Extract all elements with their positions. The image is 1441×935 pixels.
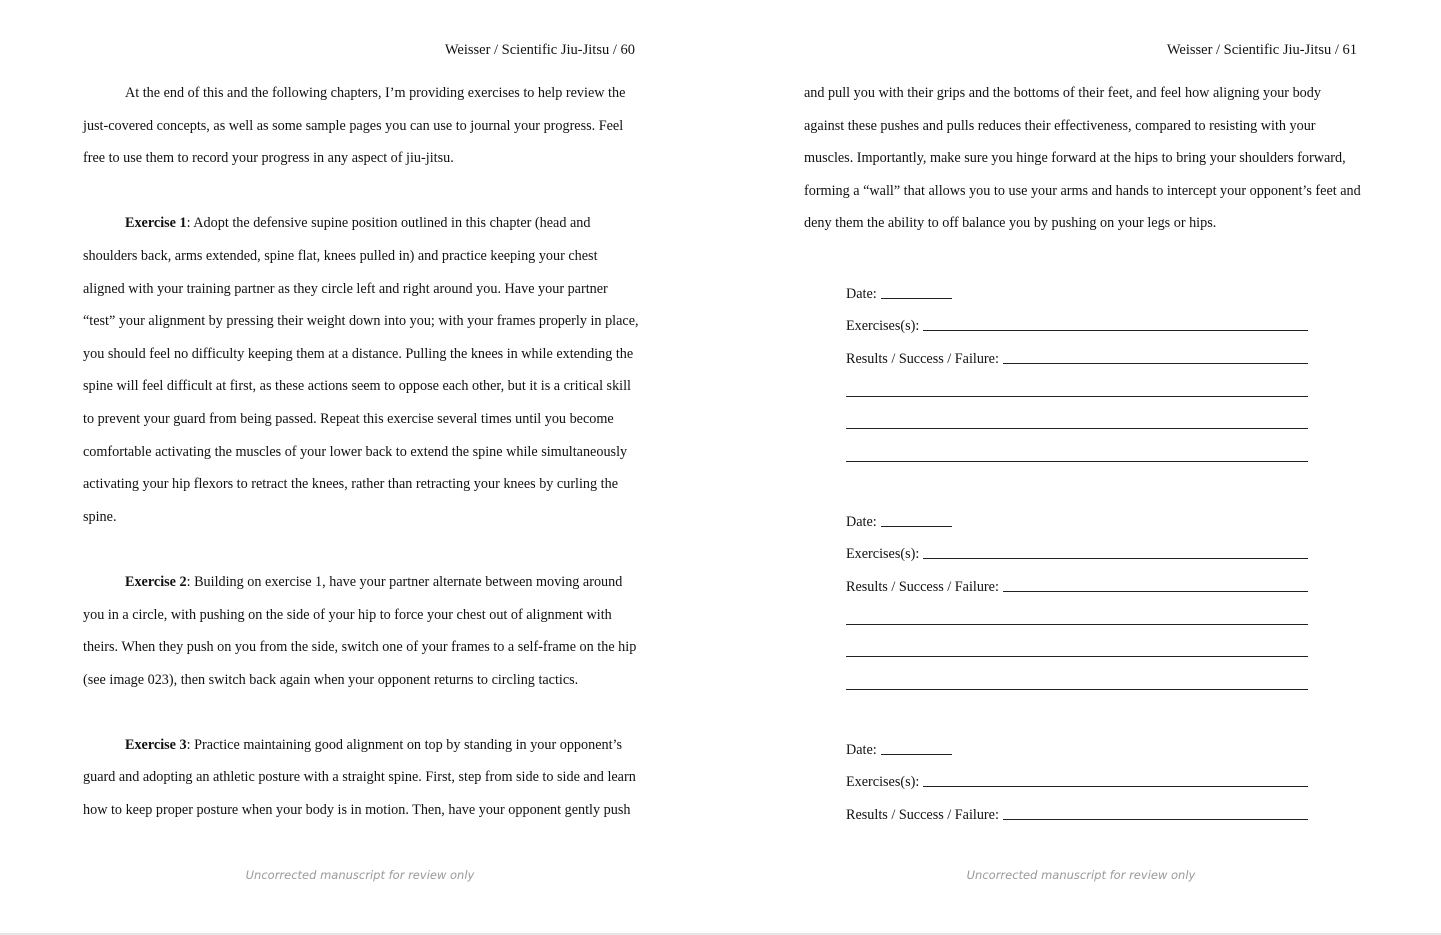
date-label: Date:: [846, 741, 877, 758]
exercise-2-paragraph: [83, 566, 639, 696]
date-blank: [881, 298, 952, 299]
results-blank: [1003, 819, 1308, 820]
exercises-label: Exercises(s):: [846, 546, 920, 563]
running-head-right: Weisser / Scientific Jiu-Jitsu / 61: [1166, 42, 1357, 58]
exercise-3-text: : Practice maintaining good alignment on top by standing in your opponent’s guard and adopting an athletic posture with a straight spine. First, step from side to side and learn how to keep proper posture when your body is in motion. Then, have your opponent gently push: [83, 736, 636, 819]
date-row: [846, 726, 1308, 759]
exercise-1-paragraph: [83, 207, 639, 533]
journal-entry-2: [846, 498, 1308, 694]
exercise-1-label: Exercise 1: [125, 215, 187, 232]
exercise-3-label: Exercise 3: [125, 736, 187, 753]
results-blank: [1003, 363, 1308, 364]
date-blank: [881, 526, 952, 527]
results-blank: [1003, 591, 1308, 592]
exercise-3-paragraph: [83, 729, 639, 827]
notes-line: [846, 433, 1308, 466]
notes-line: [846, 661, 1308, 694]
exercise-1-text: : Adopt the defensive supine position outlined in this chapter (head and shoulders back, arms extended, spine flat, knees pulled in) and practice keeping your chest aligned with your training partner as they circle left and right around you. Have your partner “test” your alignment by pressing their weight down into you; with your frames properly in place, you should feel no difficulty keeping them at a distance. Pulling the knees in while extending the spine will feel difficult at first, as these actions seem to oppose each other, but it is a critical skill to prevent your guard from being passed. Repeat this exercise several times until you become comfortable activating the muscles of your lower back to extend the spine while simultaneously activating your hip flexors to retract the knees, rather than retracting your knees by curling the spine.: [83, 215, 639, 525]
right-page: [721, 0, 1441, 933]
notes-blank: [846, 461, 1308, 462]
results-label: Results / Success / Failure:: [846, 579, 999, 596]
exercises-row: [846, 531, 1308, 564]
notes-line: [846, 596, 1308, 629]
date-blank: [881, 754, 952, 755]
notes-line: [846, 401, 1308, 434]
continuation-paragraph: and pull you with their grips and the bottoms of their feet, and feel how aligning your body against these pushes and pulls reduces their effectiveness, compared to resisting with your muscles. Importantly, make sure you hinge forward at the hips to bring your shoulders forward, forming a “wall” that allows you to use your arms and hands to intercept your opponent’s feet and deny them the ability to off balance you by pushing on your legs or hips.: [804, 85, 1361, 232]
notes-line: [846, 368, 1308, 401]
results-row: [846, 563, 1308, 596]
exercises-blank: [923, 786, 1308, 787]
left-page: [0, 0, 720, 933]
exercises-row: [846, 759, 1308, 792]
left-body-text: [83, 77, 639, 827]
notes-blank: [846, 624, 1308, 625]
footer-note-left: Uncorrected manuscript for review only: [245, 868, 475, 882]
exercises-label: Exercises(s):: [846, 318, 920, 335]
date-label: Date:: [846, 285, 877, 302]
results-row: [846, 335, 1308, 368]
date-row: [846, 498, 1308, 531]
exercise-2-label: Exercise 2: [125, 573, 187, 590]
right-body-text: [804, 77, 1364, 240]
notes-blank: [846, 656, 1308, 657]
exercises-row: [846, 303, 1308, 336]
notes-blank: [846, 428, 1308, 429]
results-row: [846, 791, 1308, 824]
running-head-left: Weisser / Scientific Jiu-Jitsu / 60: [444, 42, 635, 58]
notes-line: [846, 629, 1308, 662]
journal-entry-1: [846, 270, 1308, 466]
date-label: Date:: [846, 513, 877, 530]
journal-entry-3: [846, 726, 1308, 824]
results-label: Results / Success / Failure:: [846, 807, 999, 824]
intro-paragraph: At the end of this and the following chapters, I’m providing exercises to help review the just-covered concepts, as well as some sample pages you can use to journal your progress. Feel free to use them to record your progress in any aspect of jiu-jitsu.: [83, 85, 626, 167]
date-row: [846, 270, 1308, 303]
notes-blank: [846, 689, 1308, 690]
exercises-blank: [923, 558, 1308, 559]
results-label: Results / Success / Failure:: [846, 351, 999, 368]
exercises-blank: [923, 330, 1308, 331]
footer-note-right: Uncorrected manuscript for review only: [966, 868, 1196, 882]
exercise-2-text: : Building on exercise 1, have your partner alternate between moving around you in a circle, with pushing on the side of your hip to force your chest out of alignment with theirs. When they push on you from the side, switch one of your frames to a self-frame on the hip (see image 023), then switch back again when your opponent returns to circling tactics.: [83, 573, 637, 688]
exercises-label: Exercises(s):: [846, 774, 920, 791]
notes-blank: [846, 396, 1308, 397]
